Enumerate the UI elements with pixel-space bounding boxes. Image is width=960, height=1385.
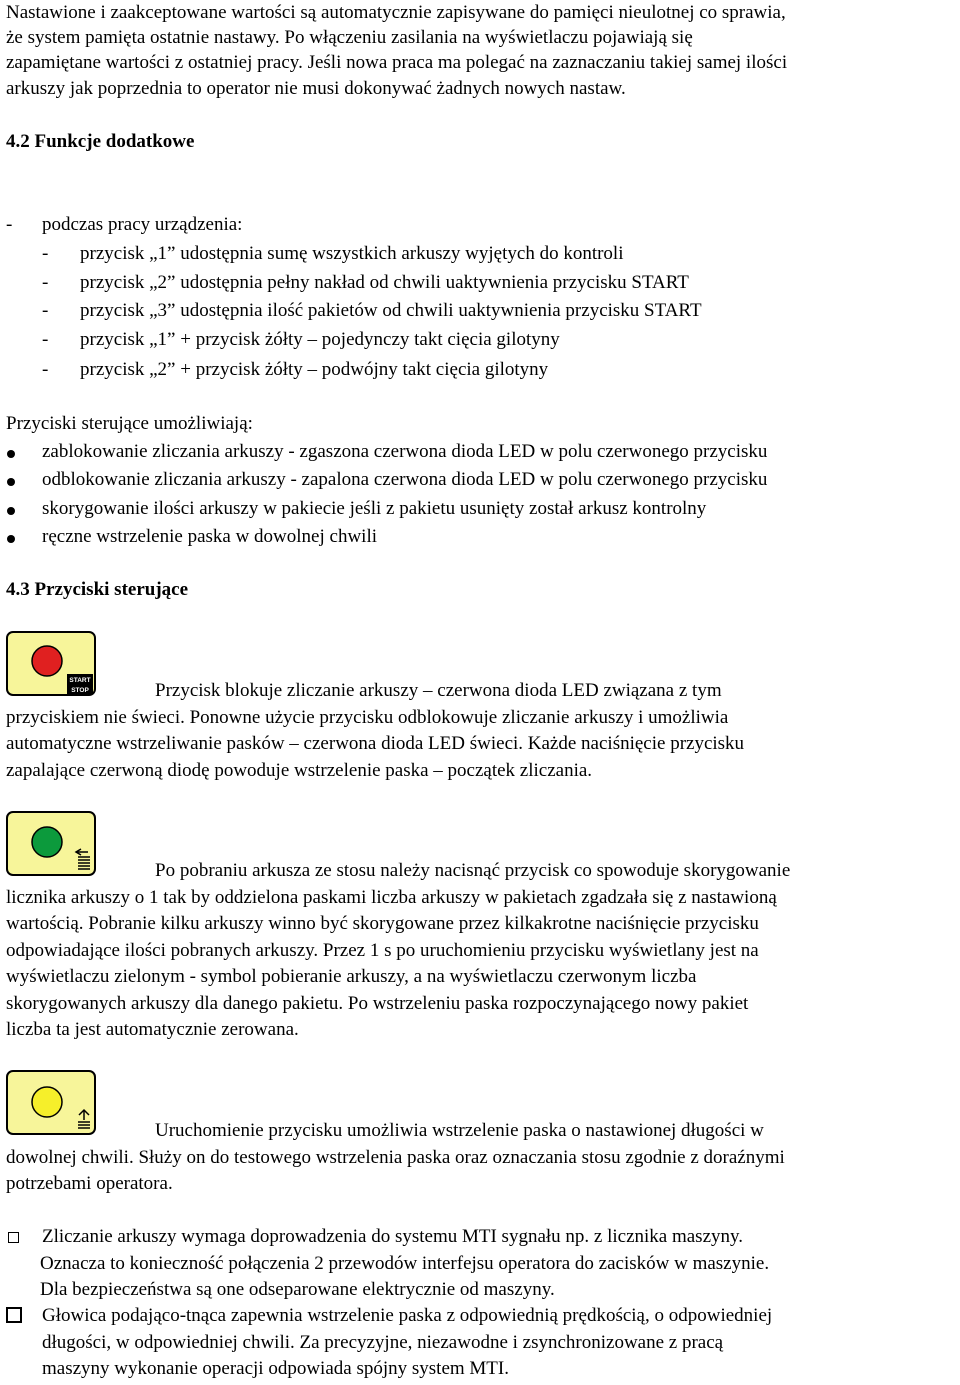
desc-line: wyświetlaczu zielonym - symbol pobieranie arkuszy, a na wyświetlaczu czerwonym liczba [6,966,697,987]
function-item: przycisk „2” + przycisk żółty – podwójny takt cięcia gilotyny [80,359,549,380]
function-item: przycisk „2” udostępnia pełny nakład od chwili uaktywnienia przycisku START [80,272,689,293]
bullet-item: skorygowanie ilości arkuszy w pakiecie jeśli z pakietu usunięty został arkusz kontrolny [42,498,707,519]
intro-line: zapamiętane wartości z ostatniej pracy. Jeśli nowa praca ma polegać na zaznaczaniu takiej samej ilości [6,52,788,73]
note-line: maszyny wykonanie operacji odpowiada spójny system MTI. [42,1358,509,1379]
checkbox-bullet-icon [6,1307,22,1323]
note-line: Dla bezpieczeństwa są one odseparowane elektrycznie od maszyny. [40,1279,555,1300]
start-stop-button-illustration [6,631,96,696]
desc-line: skorygowanych arkuszy dla danego pakietu. Po wstrzeleniu paska rozpoczynającego nowy pakiet [6,993,749,1014]
stop-label: STOP [71,687,89,694]
bullet-item: odblokowanie zliczania arkuszy - zapalona czerwona dioda LED w polu czerwonego przycisku [42,469,768,490]
dash-marker: - [42,300,49,321]
dash-marker: - [42,272,49,293]
intro-line: arkuszy jak poprzednia to operator nie musi dokonywać żadnych nowych nastaw. [6,78,626,99]
checkbox-bullet-icon [8,1232,19,1243]
red-led-icon [32,646,62,676]
intro-line: że system pamięta ostatnie nastawy. Po włączeniu zasilania na wyświetlaczu pojawiają się [6,27,693,48]
function-item: przycisk „1” udostępnia sumę wszystkich arkuszy wyjętych do kontroli [80,243,624,264]
note-line: Głowica podająco-tnąca zapewnia wstrzelenie paska z odpowiednią prędkością, o odpowiedniej [42,1305,773,1326]
controls-lead: Przyciski sterujące umożliwiają: [6,413,253,434]
function-item: przycisk „1” + przycisk żółty – pojedynczy takt cięcia gilotyny [80,329,560,350]
bullet-dot [7,535,15,543]
desc-line: licznika arkuszy o 1 tak by oddzielona paskami liczba arkuszy w pakietach zgadzała się z nastawioną [6,887,777,908]
start-label: START [69,677,91,684]
desc-line: Po pobraniu arkusza ze stosu należy nacisnąć przycisk co spowoduje skorygowanie [155,860,791,881]
section-4-3-heading: 4.3 Przyciski sterujące [6,579,189,600]
dash-marker: - [42,359,49,380]
yellow-led-icon [32,1087,62,1117]
desc-line: liczba ta jest automatycznie zerowana. [6,1019,299,1040]
note-line: długości, w odpowiedniej chwili. Za precyzyjne, niezawodne i zsynchronizowane z pracą [42,1332,724,1353]
correction-button-illustration [6,811,96,876]
section-4-2-heading: 4.2 Funkcje dodatkowe [6,131,195,152]
desc-line: automatyczne wstrzeliwanie pasków – czerwona dioda LED świeci. Każde naciśnięcie przycisku [6,733,745,754]
desc-line: Przycisk blokuje zliczanie arkuszy – czerwona dioda LED związana z tym [155,680,722,701]
manual-strip-button-illustration [6,1070,96,1135]
function-item: przycisk „3” udostępnia ilość pakietów od chwili uaktywnienia przycisku START [80,300,702,321]
bullet-dot [7,450,15,458]
note-line: Zliczanie arkuszy wymaga doprowadzenia do systemu MTI sygnału np. z licznika maszyny. [42,1226,744,1247]
desc-line: przyciskiem nie świeci. Ponowne użycie przycisku odblokowuje zliczanie arkuszy i umożliwia [6,707,729,728]
intro-line: Nastawione i zaakceptowane wartości są automatycznie zapisywane do pamięci nieulotnej co sprawia, [6,2,786,23]
desc-line: wartością. Pobranie kilku arkuszy winno być skorygowane przez kilkakrotne naciśnięcie przycisku [6,913,759,934]
bullet-dot [7,507,15,515]
desc-line: odpowiadające ilości pobranych arkuszy. Przez 1 s po uruchomieniu przycisku wyświetlany jest na [6,940,759,961]
dash-marker: - [42,243,49,264]
desc-line: Uruchomienie przycisku umożliwia wstrzelenie paska o nastawionej długości w [155,1120,764,1141]
note-line: Oznacza to konieczność połączenia 2 przewodów interfejsu operatora do zacisków w maszynie. [40,1253,770,1274]
bullet-item: zablokowanie zliczania arkuszy - zgaszona czerwona dioda LED w polu czerwonego przycisku [42,441,768,462]
desc-line: potrzebami operatora. [6,1173,173,1194]
dash-marker: - [6,214,13,235]
desc-line: dowolnej chwili. Służy on do testowego wstrzelenia paska oraz oznaczania stosu zgodnie z doraźnymi [6,1147,785,1168]
dash-marker: - [42,329,49,350]
desc-line: zapalające czerwoną diodę powoduje wstrzelenie paska – początek zliczania. [6,760,593,781]
bullet-dot [7,478,15,486]
functions-lead: podczas pracy urządzenia: [42,214,243,235]
bullet-item: ręczne wstrzelenie paska w dowolnej chwili [42,526,378,547]
green-led-icon [32,827,62,857]
